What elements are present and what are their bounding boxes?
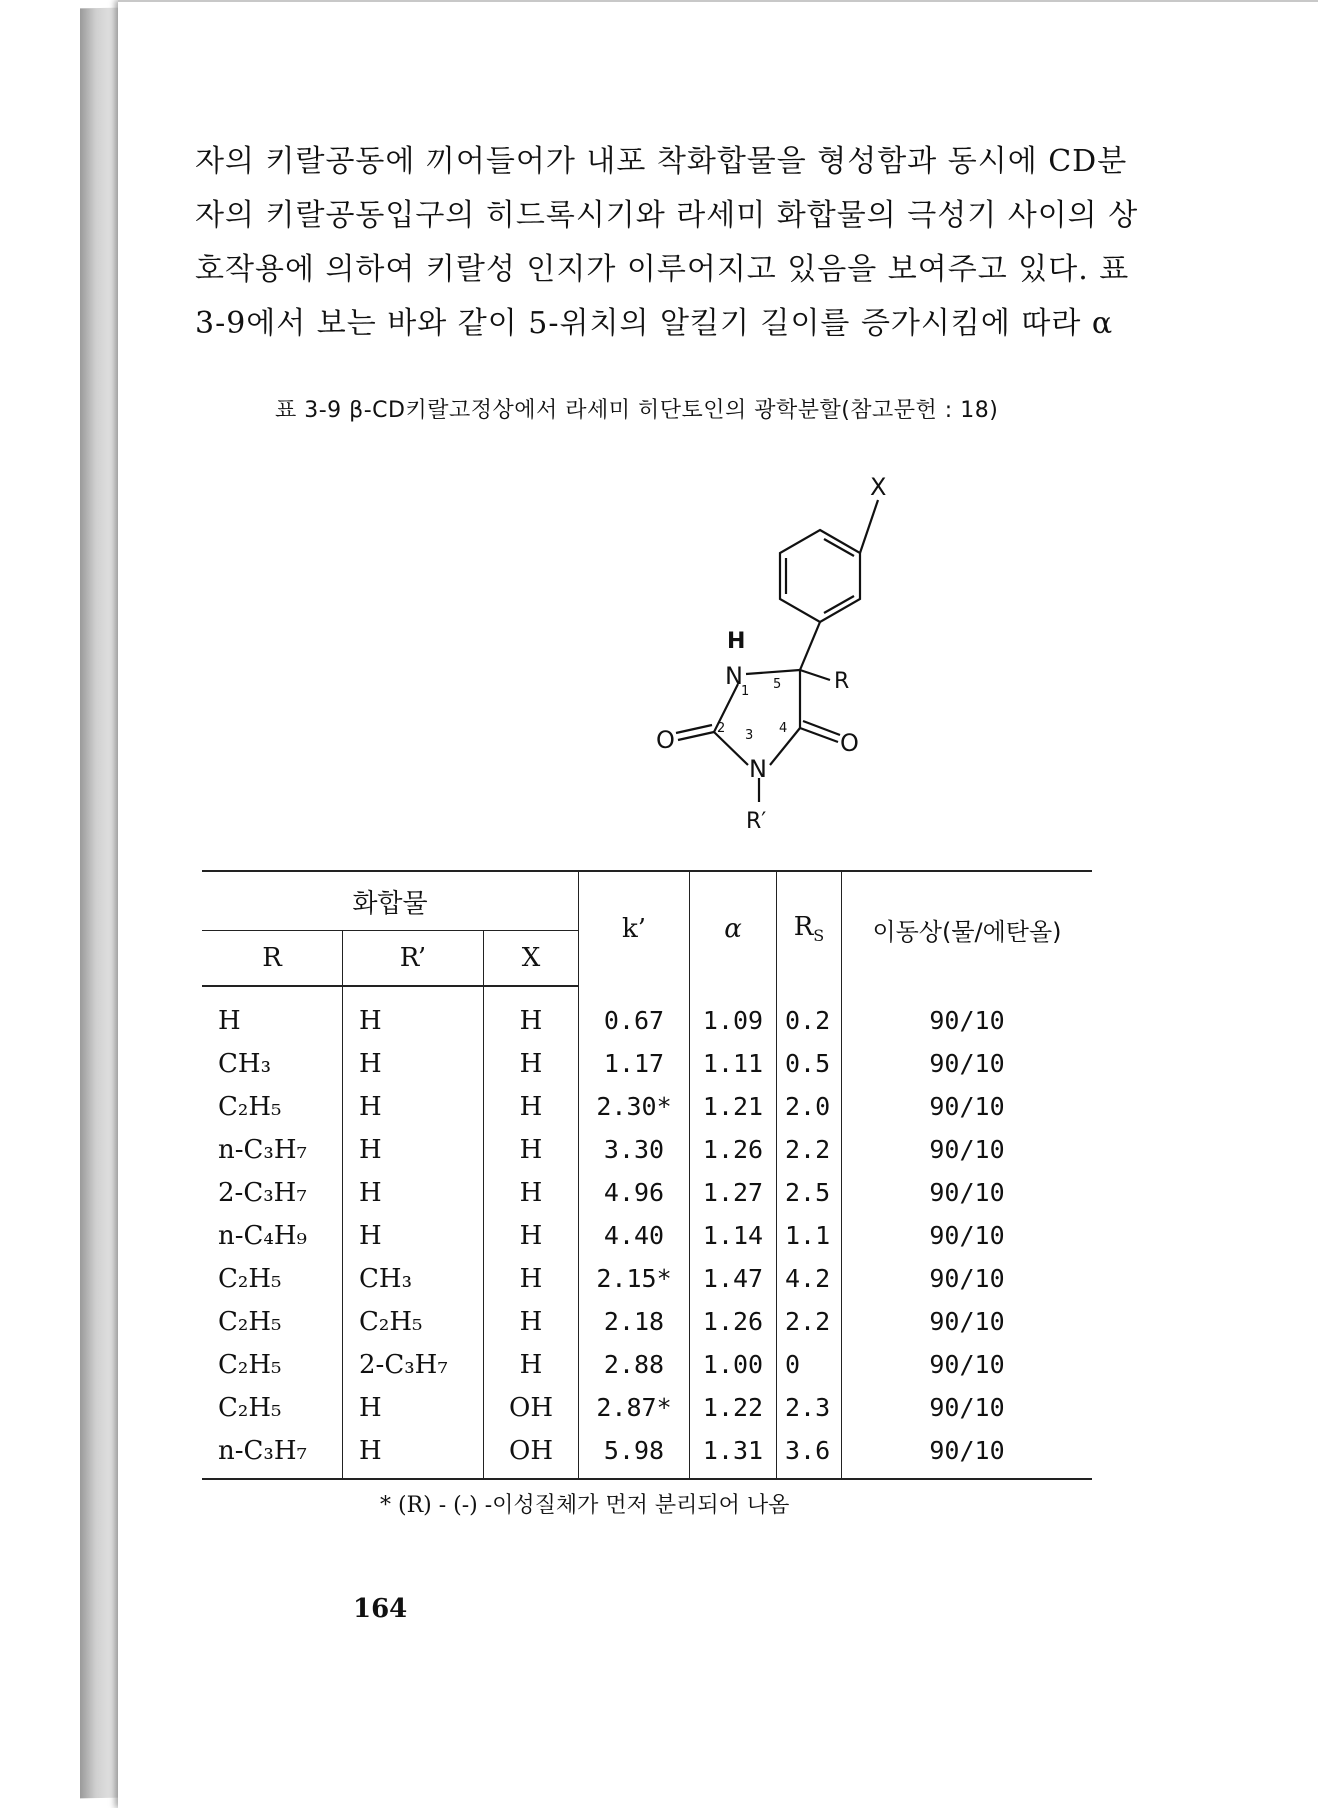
x-cell: H <box>484 1042 579 1085</box>
r-cell: 2-C₃H₇ <box>218 1177 307 1208</box>
mobile-phase-cell: 90/10 <box>842 1257 1093 1300</box>
alpha-cell: 1.21 <box>690 1085 777 1128</box>
mobile-phase-cell: 90/10 <box>842 1343 1093 1386</box>
x-cell: H <box>484 1300 579 1343</box>
k-prime-header: k’ <box>579 871 690 986</box>
table-row <box>202 1300 1092 1343</box>
rs-cell: 0.5 <box>777 1042 842 1085</box>
book-edge <box>80 8 120 1799</box>
r-label: R <box>834 669 850 694</box>
rs-header <box>777 871 842 986</box>
r-prime-cell: C₂H₅ <box>343 1300 484 1343</box>
alpha-cell: 1.26 <box>690 1300 777 1343</box>
paragraph-line: 자의 키랄공동입구의 히드록시기와 라세미 화합물의 극성기 사이의 상 <box>195 198 1139 233</box>
body-paragraph <box>195 135 1210 351</box>
r-column-header: R <box>202 931 343 987</box>
alpha-cell: 1.22 <box>690 1386 777 1429</box>
x-column-header: X <box>484 931 579 987</box>
o-right-label: O <box>840 729 859 757</box>
table-row <box>202 1429 1092 1479</box>
r-cell: C₂H₅ <box>218 1349 282 1380</box>
mobile-phase-cell: 90/10 <box>842 1300 1093 1343</box>
mobile-phase-cell: 90/10 <box>842 1429 1093 1479</box>
mobile-phase-cell: 90/10 <box>842 1171 1093 1214</box>
alpha-cell: 1.26 <box>690 1128 777 1171</box>
o-left-label: O <box>656 726 675 754</box>
resolution-data-table <box>202 870 1092 1480</box>
x-cell: H <box>484 986 579 1042</box>
alpha-cell: 1.14 <box>690 1214 777 1257</box>
rs-cell: 4.2 <box>777 1257 842 1300</box>
table-row <box>202 1128 1092 1171</box>
table-row <box>202 1214 1092 1257</box>
k-prime-cell: 5.98 <box>579 1429 690 1479</box>
rs-subscript: S <box>813 926 825 946</box>
r-cell: CH₃ <box>218 1048 271 1079</box>
paragraph-line: 자의 키랄공동에 끼어들어가 내포 착화합물을 형성함과 동시에 CD분 <box>195 144 1128 179</box>
table-row <box>202 986 1092 1042</box>
k-prime-cell: 2.30* <box>579 1085 690 1128</box>
table-row <box>202 1171 1092 1214</box>
table-caption: 표 3-9 β-CD키랄고정상에서 라세미 히단토인의 광학분할(참고문헌 : 18) <box>275 398 999 423</box>
k-prime-cell: 2.87* <box>579 1386 690 1429</box>
table-row <box>202 1257 1092 1300</box>
x-label: X <box>870 473 887 501</box>
alpha-cell: 1.47 <box>690 1257 777 1300</box>
table-row <box>202 1042 1092 1085</box>
r-prime-cell: 2-C₃H₇ <box>343 1343 484 1386</box>
mobile-phase-cell: 90/10 <box>842 1128 1093 1171</box>
table-row <box>202 1343 1092 1386</box>
n1-label: N <box>725 662 743 690</box>
r-cell: C₂H₅ <box>218 1091 282 1122</box>
mobile-phase-header: 이동상(물/에탄올) <box>842 871 1093 986</box>
compound-group-header: 화합물 <box>202 871 579 931</box>
k-prime-cell: 1.17 <box>579 1042 690 1085</box>
h-label: H <box>727 629 746 654</box>
alpha-cell: 1.11 <box>690 1042 777 1085</box>
rs-cell: 1.1 <box>777 1214 842 1257</box>
r-cell: C₂H₅ <box>218 1306 282 1337</box>
alpha-cell: 1.27 <box>690 1171 777 1214</box>
r-prime-cell: CH₃ <box>343 1257 484 1300</box>
position-2-label: 2 <box>717 721 726 736</box>
r-prime-cell: H <box>343 1386 484 1429</box>
r-prime-column-header: R’ <box>343 931 484 987</box>
rs-cell: 2.5 <box>777 1171 842 1214</box>
r-prime-cell: H <box>343 1128 484 1171</box>
alpha-cell: 1.31 <box>690 1429 777 1479</box>
mobile-phase-cell: 90/10 <box>842 986 1093 1042</box>
r-prime-label: R′ <box>746 809 767 830</box>
table-row <box>202 1386 1092 1429</box>
k-prime-cell: 2.88 <box>579 1343 690 1386</box>
rs-cell: 2.3 <box>777 1386 842 1429</box>
k-prime-cell: 4.40 <box>579 1214 690 1257</box>
rs-cell: 2.0 <box>777 1085 842 1128</box>
rs-cell: 3.6 <box>777 1429 842 1479</box>
alpha-cell: 1.00 <box>690 1343 777 1386</box>
rs-cell: 0 <box>777 1343 842 1386</box>
page-number: 164 <box>353 1594 408 1624</box>
position-4-label: 4 <box>779 721 788 736</box>
rs-main-label: R <box>793 912 814 943</box>
mobile-phase-cell: 90/10 <box>842 1386 1093 1429</box>
r-cell: n-C₃H₇ <box>202 1429 343 1479</box>
x-cell: H <box>484 1257 579 1300</box>
r-cell: C₂H₅ <box>218 1263 282 1294</box>
rs-cell: 2.2 <box>777 1300 842 1343</box>
position-1-label: 1 <box>741 684 750 699</box>
mobile-phase-cell: 90/10 <box>842 1214 1093 1257</box>
k-prime-cell: 2.15* <box>579 1257 690 1300</box>
x-cell: H <box>484 1085 579 1128</box>
r-cell: n-C₄H₉ <box>218 1220 307 1251</box>
r-cell: C₂H₅ <box>218 1392 282 1423</box>
x-cell: H <box>484 1343 579 1386</box>
k-prime-cell: 4.96 <box>579 1171 690 1214</box>
x-cell: H <box>484 1128 579 1171</box>
r-cell: H <box>218 1005 241 1036</box>
r-cell: n-C₃H₇ <box>218 1134 307 1165</box>
r-prime-cell: H <box>343 1429 484 1479</box>
position-5-label: 5 <box>773 677 782 692</box>
mobile-phase-cell: 90/10 <box>842 1042 1093 1085</box>
x-cell: H <box>484 1171 579 1214</box>
k-prime-cell: 2.18 <box>579 1300 690 1343</box>
r-prime-cell: H <box>343 1042 484 1085</box>
paragraph-line: 3-9에서 보는 바와 같이 5-위치의 알킬기 길이를 증가시킴에 따라 α <box>195 306 1114 341</box>
k-prime-cell: 3.30 <box>579 1128 690 1171</box>
table-row <box>202 1085 1092 1128</box>
rs-cell: 0.2 <box>777 986 842 1042</box>
x-cell: H <box>484 1214 579 1257</box>
paragraph-line: 호작용에 의하여 키랄성 인지가 이루어지고 있음을 보여주고 있다. 표 <box>195 252 1130 287</box>
x-cell: OH <box>484 1429 579 1479</box>
mobile-phase-cell: 90/10 <box>842 1085 1093 1128</box>
k-prime-cell: 0.67 <box>579 986 690 1042</box>
r-prime-cell: H <box>343 1214 484 1257</box>
rs-cell: 2.2 <box>777 1128 842 1171</box>
position-3-label: 3 <box>745 728 754 743</box>
x-cell: OH <box>484 1386 579 1429</box>
r-prime-cell: H <box>343 1085 484 1128</box>
alpha-cell: 1.09 <box>690 986 777 1042</box>
hydantoin-structure-diagram <box>620 470 940 830</box>
alpha-header: α <box>690 871 777 986</box>
n3-label: N <box>749 755 767 783</box>
r-prime-cell: H <box>343 1171 484 1214</box>
r-prime-cell: H <box>343 986 484 1042</box>
table-footnote: * (R) - (-) -이성질체가 먼저 분리되어 나옴 <box>380 1493 790 1518</box>
